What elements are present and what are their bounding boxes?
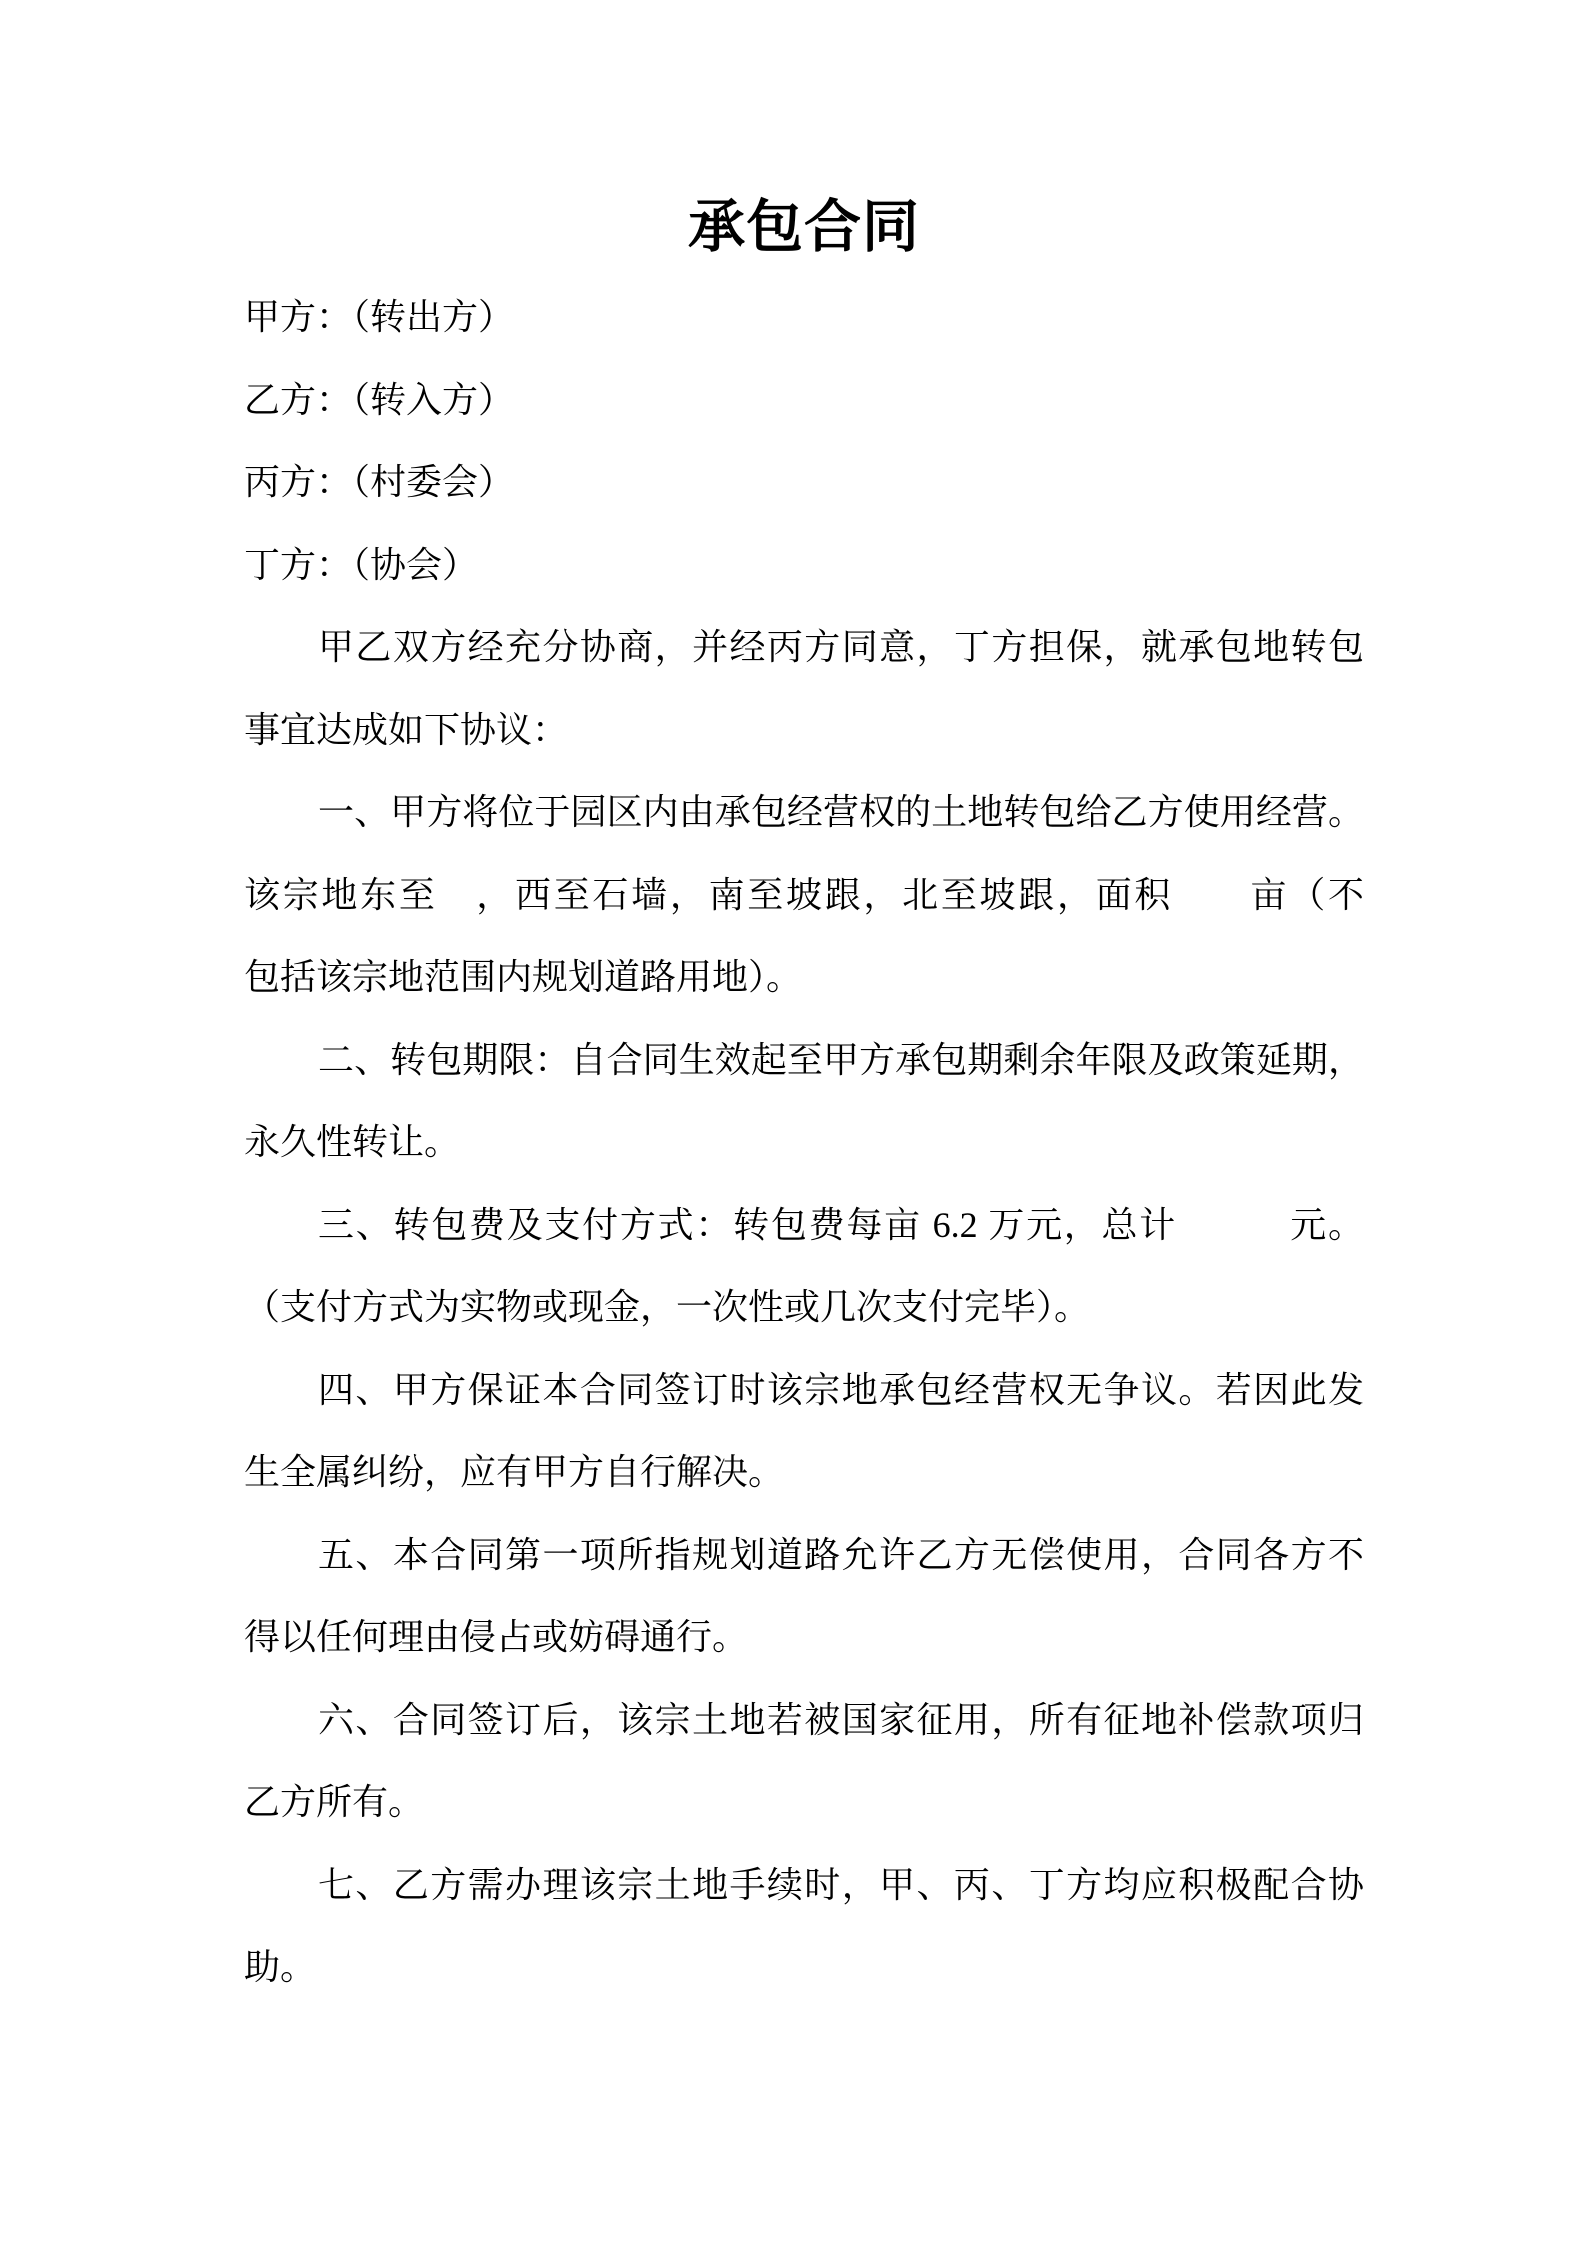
party-line-dingfang: 丁方：（协会） [244,544,479,585]
clause-3-line-1: 三、转包费及支付方式：转包费每亩 6.2 万元，总计 元。 [318,1204,1364,1245]
clause-6-line-2: 乙方所有。 [244,1782,425,1822]
party-line-yifang: 乙方：（转入方） [244,379,515,420]
clause-1-line-2: 该宗地东至 ，西至石墙，南至坡跟，北至坡跟，面积 亩（不 [244,874,1364,915]
clause-4-line-1: 四、甲方保证本合同签订时该宗地承包经营权无争议。若因此发 [318,1369,1364,1410]
party-line-jiafang: 甲方：（转出方） [244,297,515,337]
clause-5-line-1: 五、本合同第一项所指规划道路允许乙方无偿使用，合同各方不 [318,1534,1364,1575]
clause-1-line-3: 包括该宗地范围内规划道路用地）。 [244,957,803,997]
party-line-bingfang: 丙方：（村委会） [244,462,515,502]
clause-3-line-2: （支付方式为实物或现金，一次性或几次支付完毕）。 [244,1287,1091,1327]
document-title: 承包合同 [688,196,920,259]
clause-7-line-2: 助。 [244,1947,317,1987]
clause-4-line-2: 生全属纠纷，应有甲方自行解决。 [244,1452,785,1492]
clause-1-line-1: 一、甲方将位于园区内由承包经营权的土地转包给乙方使用经营。 [318,792,1364,832]
clause-5-line-2: 得以任何理由侵占或妨碍通行。 [244,1617,749,1657]
clause-7-line-1: 七、乙方需办理该宗土地手续时，甲、丙、丁方均应积极配合协 [318,1864,1364,1905]
clause-6-line-1: 六、合同签订后，该宗土地若被国家征用，所有征地补偿款项归 [318,1699,1364,1740]
preamble-line-2: 事宜达成如下协议： [244,709,569,750]
clause-2-line-1: 二、转包期限：自合同生效起至甲方承包期剩余年限及政策延期， [318,1039,1364,1080]
clause-2-line-2: 永久性转让。 [244,1122,461,1162]
preamble-line-1: 甲乙双方经充分协商，并经丙方同意，丁方担保，就承包地转包 [318,627,1364,667]
document-body [244,276,1364,2009]
